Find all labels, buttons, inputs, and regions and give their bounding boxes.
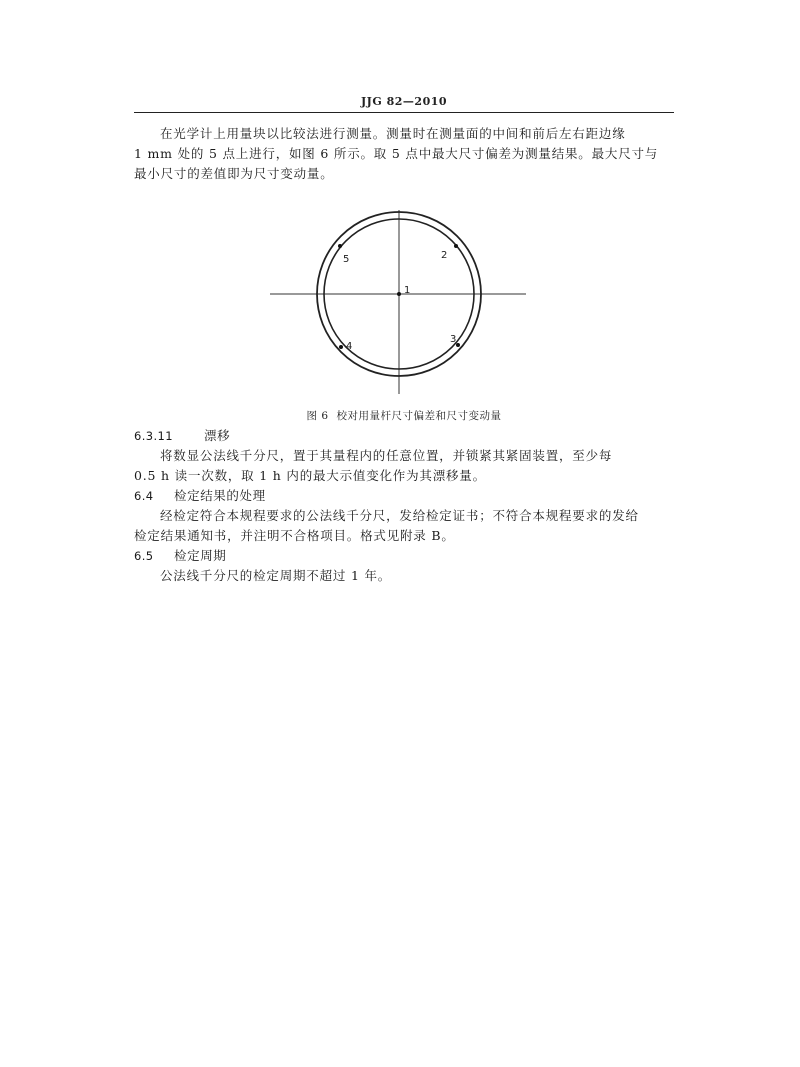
point-4-dot [339,345,343,349]
result-line-2: 检定结果通知书，并注明不合格项目。格式见附录 B。 [134,528,455,543]
section-heading-result [134,487,266,505]
point-3-dot [456,343,460,347]
drift-line-1: 将数显公法线千分尺，置于其量程内的任意位置，并锁紧其紧固装置，至少每 [160,448,613,463]
point-5-label: 5 [343,254,350,265]
intro-line-3: 最小尺寸的差值即为尺寸变动量。 [134,166,334,181]
point-4-label: 4 [346,341,353,352]
figure-6-diagram [270,206,530,396]
standard-code: JJG 82—2010 [360,95,448,108]
section-number: 6.4 [134,489,154,503]
figure-number: 图 6 [306,410,329,422]
intro-line-1: 在光学计上用量块以比较法进行测量。测量时在测量面的中间和前后左右距边缘 [160,126,626,141]
result-line-1: 经检定符合本规程要求的公法线千分尺，发给检定证书；不符合本规程要求的发给 [160,508,639,523]
intro-line-2: 1 mm 处的 5 点上进行，如图 6 所示。取 5 点中最大尺寸偏差为测量结果。最大尺寸与 [134,146,659,161]
point-2-dot [454,244,458,248]
point-1-label: 1 [404,285,411,296]
period-line-1: 公法线千分尺的检定周期不超过 1 年。 [160,568,392,583]
figure-caption [134,408,674,423]
point-1-dot [397,292,401,296]
page-header [134,92,674,118]
header-rule [134,112,674,113]
point-5-dot [338,244,342,248]
measurement-points-diagram [270,206,530,396]
section-title: 检定周期 [174,548,227,563]
drift-line-2: 0.5 h 读一次数，取 1 h 内的最大示值变化作为其漂移量。 [134,468,486,483]
point-2-label: 2 [441,250,448,261]
section-number: 6.5 [134,549,154,563]
point-3-label: 3 [450,334,457,345]
section-heading-period [134,547,226,565]
section-heading-drift [134,427,230,445]
figure-caption-text: 校对用量杆尺寸偏差和尺寸变动量 [336,410,502,422]
section-number: 6.3.11 [134,429,173,443]
section-title: 检定结果的处理 [174,488,266,503]
section-title: 漂移 [204,428,231,443]
